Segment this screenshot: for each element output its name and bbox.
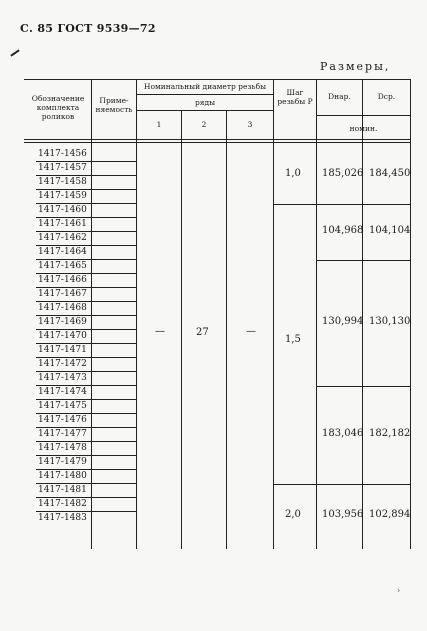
row-divider <box>36 371 136 372</box>
col-divider-right <box>410 79 411 549</box>
table-row-code: 1417-1467 <box>38 289 87 299</box>
dim-group-divider-1 <box>316 204 410 205</box>
row-divider <box>36 357 136 358</box>
row-divider <box>36 511 136 512</box>
row-divider <box>36 217 136 218</box>
table-row-code: 1417-1457 <box>38 163 87 173</box>
table-row-code: 1417-1468 <box>38 303 87 313</box>
d-nar-value: 104,968 <box>322 225 364 236</box>
row-divider <box>36 259 136 260</box>
col-divider-row1 <box>136 79 137 549</box>
pitch-value: 2,0 <box>285 509 301 520</box>
diameter-header-divider <box>136 94 273 95</box>
row-divider <box>36 483 136 484</box>
table-row-code: 1417-1483 <box>38 513 87 523</box>
col-divider-applicability <box>91 79 92 549</box>
table-row-code: 1417-1474 <box>38 387 87 397</box>
col-divider-pitch <box>273 79 274 549</box>
table-row-code: 1417-1465 <box>38 261 87 271</box>
col-divider-row2 <box>181 110 182 549</box>
table-row-code: 1417-1481 <box>38 485 87 495</box>
table-top-border <box>24 79 410 80</box>
row-divider <box>36 427 136 428</box>
row-divider <box>36 455 136 456</box>
table-row-code: 1417-1472 <box>38 359 87 369</box>
row-divider <box>36 399 136 400</box>
table-row-code: 1417-1462 <box>38 233 87 243</box>
table-row-code: 1417-1479 <box>38 457 87 467</box>
table-row-code: 1417-1460 <box>38 205 87 215</box>
table-row-code: 1417-1459 <box>38 191 87 201</box>
pitch-value: 1,0 <box>285 168 301 179</box>
dim-group-divider-4 <box>316 484 410 485</box>
rows-header-divider <box>136 110 273 111</box>
table-row-code: 1417-1480 <box>38 471 87 481</box>
row-divider <box>36 441 136 442</box>
page-header: С. 85 ГОСТ 9539—72 <box>20 22 156 35</box>
row-divider <box>36 273 136 274</box>
dim-group-divider-3 <box>316 386 410 387</box>
row-divider <box>36 161 136 162</box>
table-header-double-border <box>24 142 410 143</box>
diameter-row1-dash: — <box>155 326 165 337</box>
row-divider <box>36 343 136 344</box>
d-sr-value: 104,104 <box>369 225 411 236</box>
header-d-sr: Dср. <box>377 92 396 101</box>
row-divider <box>36 301 136 302</box>
d-nar-value: 103,956 <box>322 509 364 520</box>
table-row-code: 1417-1458 <box>38 177 87 187</box>
table-row-code: 1417-1482 <box>38 499 87 509</box>
table-row-code: 1417-1466 <box>38 275 87 285</box>
table-row-code: 1417-1475 <box>38 401 87 411</box>
header-nominal-diameter: Номинальный диаметр резьбы <box>143 82 267 91</box>
row-divider <box>36 245 136 246</box>
d-nar-value: 185,026 <box>322 168 364 179</box>
pitch-value: 1,5 <box>285 334 301 345</box>
header-d-nar: Dнар. <box>328 92 351 101</box>
table-row-code: 1417-1477 <box>38 429 87 439</box>
row-divider <box>36 203 136 204</box>
col-divider-row3 <box>226 110 227 549</box>
table-row-code: 1417-1461 <box>38 219 87 229</box>
table-row-code: 1417-1471 <box>38 345 87 355</box>
d-sr-value: 102,894 <box>369 509 411 520</box>
diameter-row3-dash: — <box>246 326 256 337</box>
row-divider <box>36 175 136 176</box>
d-sr-value: 130,130 <box>369 316 411 327</box>
col-divider-dsr <box>362 79 363 549</box>
d-sr-value: 184,450 <box>369 168 411 179</box>
row-divider <box>36 231 136 232</box>
header-designation: Обозначение комплекта роликов <box>31 94 85 121</box>
table-row-code: 1417-1469 <box>38 317 87 327</box>
col-divider-dnar <box>316 79 317 549</box>
row-divider <box>36 287 136 288</box>
dimension-header-divider <box>316 115 410 116</box>
table-row-code: 1417-1456 <box>38 149 87 159</box>
header-nominal: номин. <box>349 124 378 133</box>
row-divider <box>36 189 136 190</box>
header-row-1: 1 <box>156 120 162 129</box>
header-row-3: 3 <box>247 120 253 129</box>
header-row-2: 2 <box>201 120 207 129</box>
header-rows: ряды <box>194 98 216 107</box>
row-divider <box>36 385 136 386</box>
d-sr-value: 182,182 <box>369 428 411 439</box>
table-row-code: 1417-1470 <box>38 331 87 341</box>
row-divider <box>36 469 136 470</box>
row-divider <box>36 413 136 414</box>
table-row-code: 1417-1473 <box>38 373 87 383</box>
row-divider <box>36 497 136 498</box>
row-divider <box>36 329 136 330</box>
dim-group-divider-2 <box>316 260 410 261</box>
table-row-code: 1417-1478 <box>38 443 87 453</box>
d-nar-value: 183,046 <box>322 428 364 439</box>
pitch-group-divider-2 <box>273 484 316 485</box>
table-row-code: 1417-1476 <box>38 415 87 425</box>
diameter-row2-value: 27 <box>196 327 209 338</box>
d-nar-value: 130,994 <box>322 316 364 327</box>
pitch-group-divider-1 <box>273 204 316 205</box>
row-divider <box>36 315 136 316</box>
table-header-bottom-border <box>24 139 410 140</box>
page-corner-mark: › <box>397 586 401 595</box>
header-pitch: Шаг резьбы P <box>277 88 313 106</box>
units-label: Размеры, <box>320 60 391 73</box>
margin-mark <box>10 49 19 56</box>
header-applicability: Приме-няемость <box>95 96 133 114</box>
table-row-code: 1417-1464 <box>38 247 87 257</box>
